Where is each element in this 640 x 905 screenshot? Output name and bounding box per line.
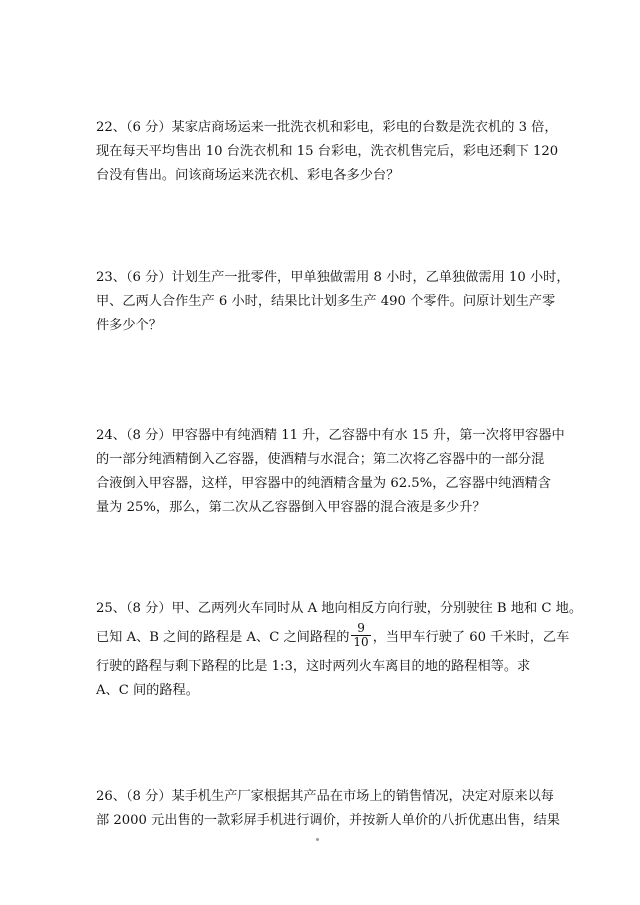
problem-26-line-2: 部 2000 元出售的一款彩屏手机进行调价，并按新人单价的八折优惠出售，结果 (96, 813, 560, 828)
problem-22 (96, 116, 559, 188)
problem-24-line-2: 的一部分纯酒精倒入乙容器，使酒精与水混合；第二次将乙容器中的一部分混 (96, 452, 545, 467)
problem-26 (96, 785, 560, 833)
problem-24-line-4: 量为 25%，那么，第二次从乙容器倒入甲容器的混合液是多少升？ (96, 500, 486, 515)
problem-25 (96, 597, 583, 703)
page-marker-dot (316, 838, 319, 841)
problem-26-line-1: 26、（8 分）某手机生产厂家根据其产品在市场上的销售情况，决定对原来以每 (96, 789, 554, 804)
problem-23 (96, 266, 570, 338)
problem-24 (96, 424, 565, 520)
problem-23-line-2: 甲、乙两人合作生产 6 小时，结果比计划多生产 490 个零件。问原计划生产零 (96, 294, 556, 309)
problem-25-line-3: 行驶的路程与剩下路程的比是 1:3，这时两列火车离目的地的路程相等。求 (96, 659, 531, 674)
fraction-numerator: 9 (351, 622, 370, 636)
problem-23-line-1: 23、（6 分）计划生产一批零件，甲单独做需用 8 小时，乙单独做需用 10 小时， (96, 270, 570, 285)
problem-25-line-1: 25、（8 分）甲、乙两列火车同时从 A 地向相反方向行驶，分别驶往 B 地和 C 地。 (96, 601, 583, 616)
problem-25-line-4: A、C 间的路程。 (96, 683, 199, 698)
problem-25-line-2-after: ，当甲车行驶了 60 千米时，乙车 (372, 630, 570, 645)
problem-24-line-3: 合液倒入甲容器，这样，甲容器中的纯酒精含量为 62.5%，乙容器中纯酒精含 (96, 476, 551, 491)
problem-22-line-3: 台没有售出。问该商场运来洗衣机、彩电各多少台？ (96, 168, 400, 183)
problem-24-line-1: 24、（8 分）甲容器中有纯酒精 11 升，乙容器中有水 15 升，第一次将甲容器中 (96, 428, 565, 443)
problem-25-line-2 (96, 621, 570, 655)
fraction-denominator: 10 (353, 635, 369, 649)
problem-25-line-2-before: 已知 A、B 之间的路程是 A、C 之间路程的 (96, 630, 350, 645)
fraction (351, 622, 370, 649)
problem-22-line-2: 现在每天平均售出 10 台洗衣机和 15 台彩电，洗衣机售完后，彩电还剩下 120 (96, 144, 559, 159)
problem-22-line-1: 22、（6 分）某家店商场运来一批洗衣机和彩电，彩电的台数是洗衣机的 3 倍， (96, 120, 558, 135)
problem-23-line-3: 件多少个？ (96, 318, 162, 333)
